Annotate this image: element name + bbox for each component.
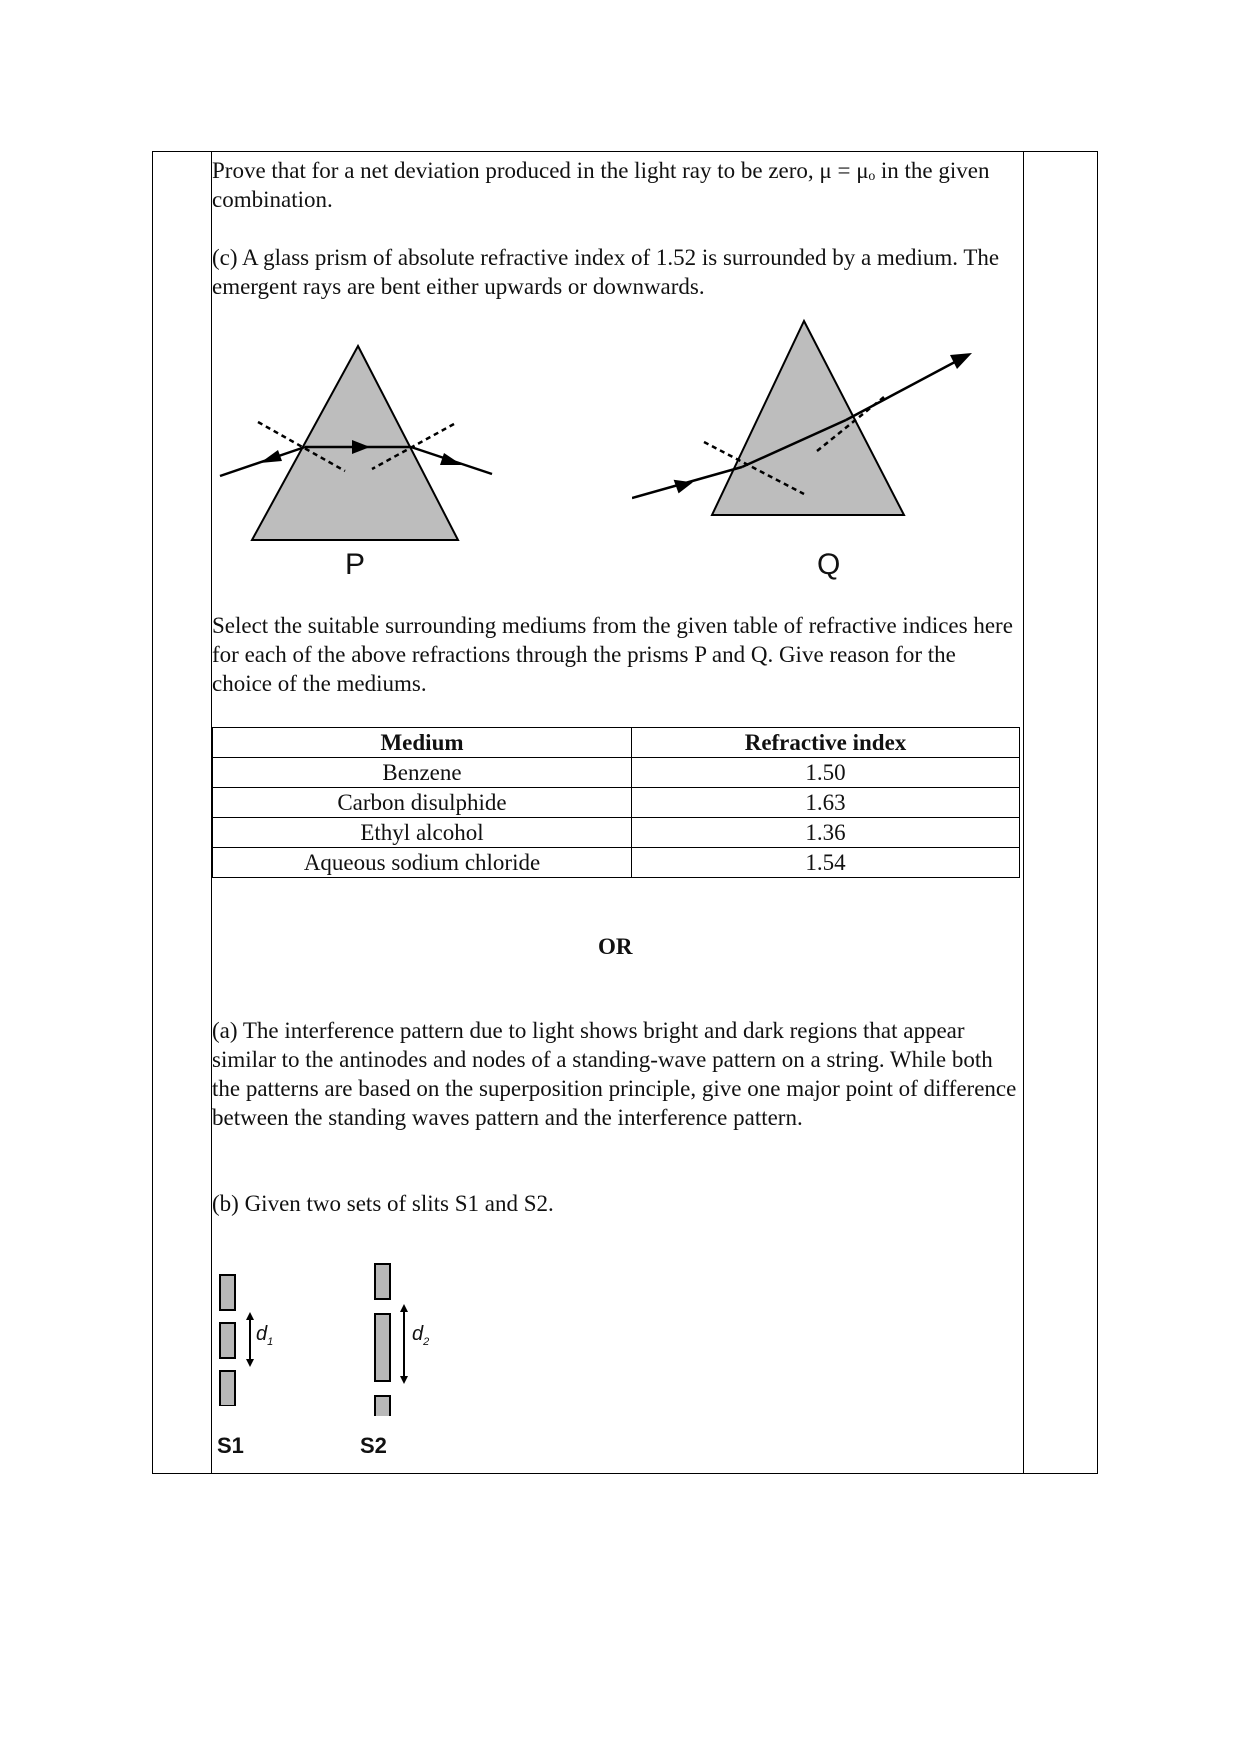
prism-q-label: Q (817, 548, 841, 581)
prism-q-figure (632, 301, 1032, 581)
table-row (213, 848, 1020, 878)
part-c-text: (c) A glass prism of absolute refractive index of 1.52 is surrounded by a medium. The emergent rays are bent either upwards or downwards. (212, 245, 1000, 299)
header-medium: Medium (213, 728, 632, 758)
or-separator: OR (598, 934, 633, 959)
table-header-row (213, 728, 1020, 758)
table-row (213, 788, 1020, 818)
cell-medium: Carbon disulphide (213, 788, 632, 818)
prism-p-label: P (345, 548, 366, 581)
d2-label: $d_2$ (412, 1323, 430, 1348)
cell-index: 1.54 (632, 848, 1020, 878)
header-refractive-index: Refractive index (632, 728, 1020, 758)
cell-medium: Benzene (213, 758, 632, 788)
s2-label: S2 (360, 1433, 387, 1458)
table-row (213, 818, 1020, 848)
prism-p-figure (212, 326, 512, 576)
select-text: Select the suitable surrounding mediums from the given table of refractive indices here for each of the above refractions through the prisms P and Q. Give reason for the choice of the mediums. (212, 613, 1013, 696)
prism-q (712, 321, 904, 515)
table-row (213, 758, 1020, 788)
s1-label: S1 (217, 1433, 244, 1458)
cell-index: 1.63 (632, 788, 1020, 818)
cell-medium: Ethyl alcohol (213, 818, 632, 848)
cell-index: 1.50 (632, 758, 1020, 788)
part-a-text: (a) The interference pattern due to light shows bright and dark regions that appear similar to the antinodes and nodes of a standing-wave pattern on a string. While both the patterns are based on the superposition principle, give one major point of difference between the standing waves pattern and the interference pattern. (212, 1018, 1017, 1130)
slits-s1-figure (212, 1246, 292, 1406)
d1-label: $d_1$ (256, 1323, 274, 1348)
part-b-text: (b) Given two sets of slits S1 and S2. (212, 1191, 554, 1216)
refractive-index-table (212, 727, 1020, 878)
ray-q-emergent (846, 355, 968, 420)
cell-index: 1.36 (632, 818, 1020, 848)
cell-medium: Aqueous sodium chloride (213, 848, 632, 878)
intro-text: Prove that for a net deviation produced in the light ray to be zero, μ = μₒ in the given combination. (212, 158, 990, 212)
